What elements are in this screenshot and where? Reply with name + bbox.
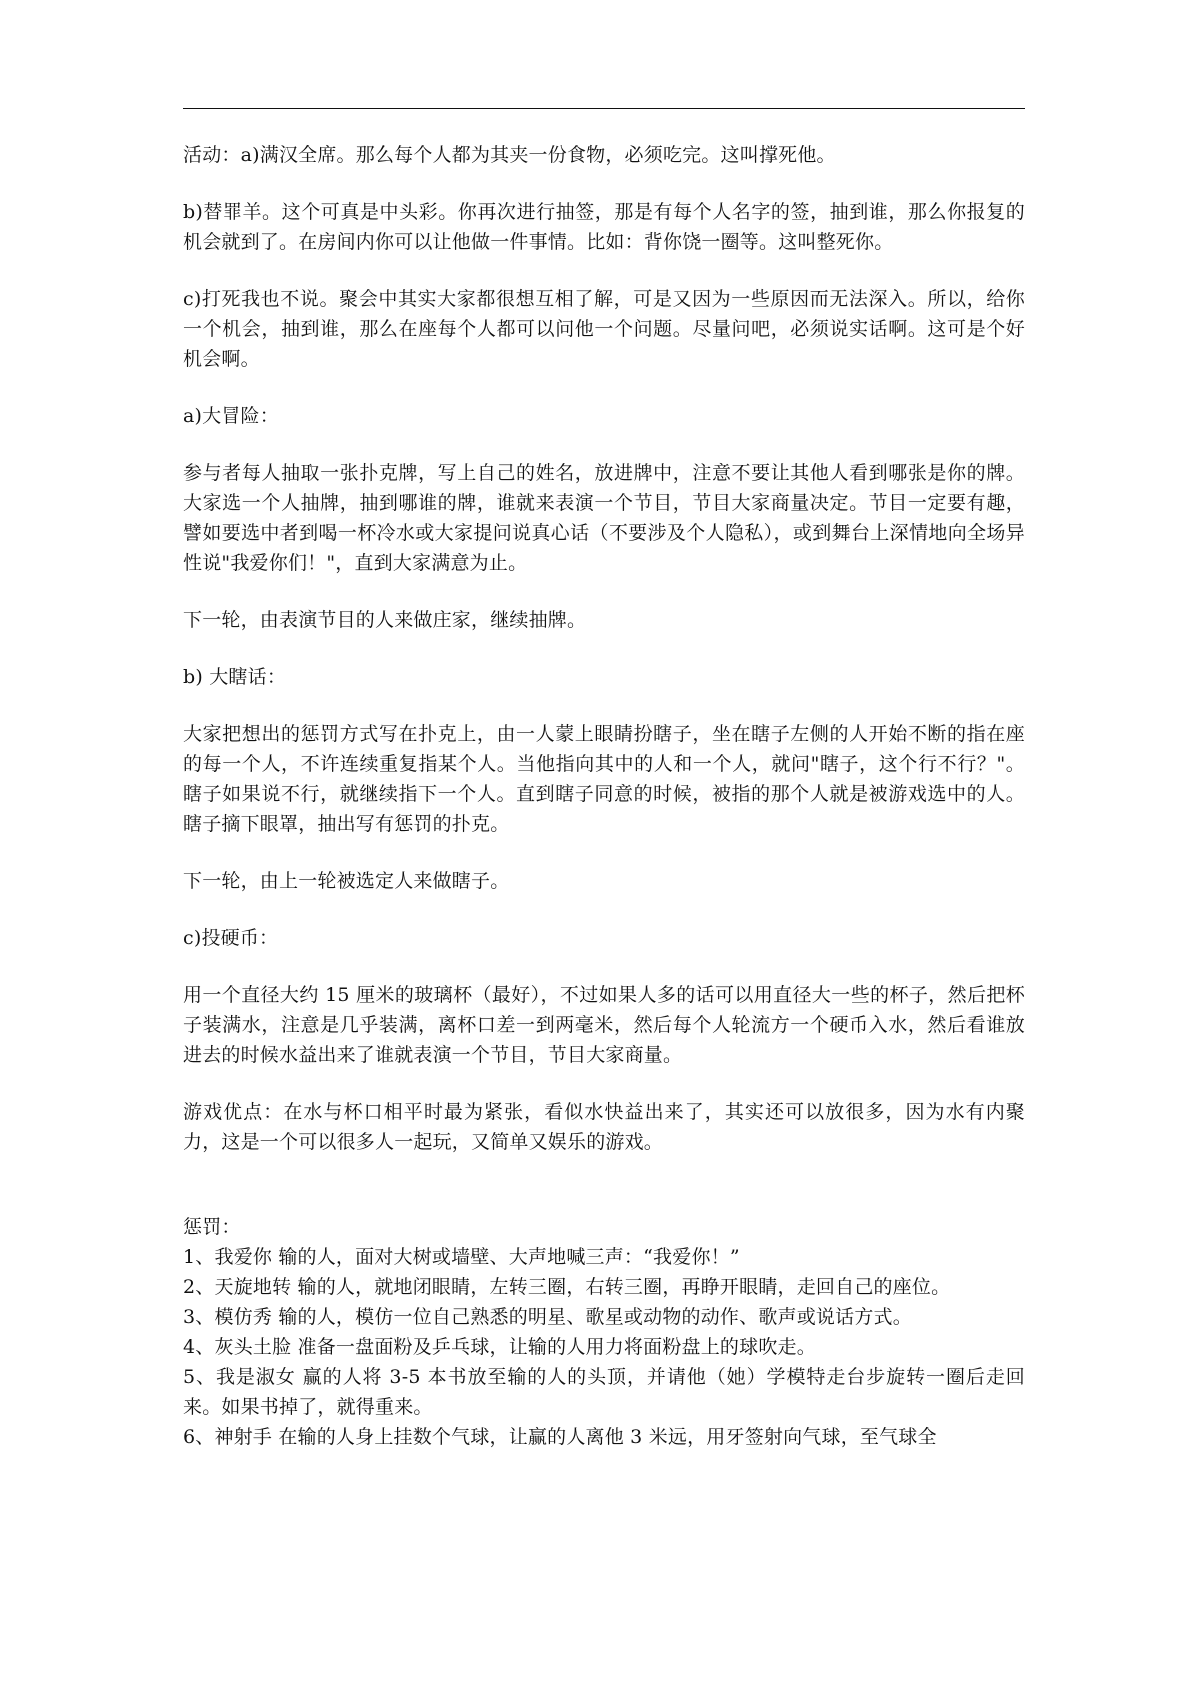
coin-body: 用一个直径大约 15 厘米的玻璃杯（最好），不过如果人多的话可以用直径大一些的杯子，然后把杯子装满水，注意是几乎装满，离杯口差一到两毫米，然后每个人轮流方一个硬币入水，然后看谁放进去的时候水益出来了谁就表演一个节目，节目大家商量。 — [183, 984, 1025, 1066]
penalty-item: 6、神射手 在输的人身上挂数个气球，让赢的人离他 3 米远，用牙签射向气球，至气球全 — [183, 1426, 937, 1448]
document-body — [183, 140, 1025, 1452]
penalty-item: 5、我是淑女 赢的人将 3-5 本书放至输的人的头顶，并请他（她）学模特走台步旋转一圈后走回来。如果书掉了，就得重来。 — [183, 1366, 1025, 1418]
blind-heading: b) 大瞎话： — [183, 666, 287, 688]
adventure-body: 参与者每人抽取一张扑克牌，写上自己的姓名，放进牌中，注意不要让其他人看到哪张是你的牌。大家选一个人抽牌，抽到哪谁的牌，谁就来表演一个节目，节目大家商量决定。节目一定要有趣，譬如要选中者到喝一杯冷水或大家提问说真心话（不要涉及个人隐私），或到舞台上深情地向全场异性说"我爱你们！"，直到大家满意为止。 — [183, 462, 1025, 574]
section-spacer — [183, 1184, 1025, 1212]
activity-c-paragraph: c)打死我也不说。聚会中其实大家都很想互相了解，可是又因为一些原因而无法深入。所以，给你一个机会，抽到谁，那么在座每个人都可以问他一个问题。尽量问吧，必须说实话啊。这可是个好机会啊。 — [183, 288, 1025, 370]
blind-next-round: 下一轮，由上一轮被选定人来做瞎子。 — [183, 870, 510, 892]
header-rule — [183, 108, 1025, 109]
penalty-title: 惩罚： — [183, 1216, 241, 1238]
coin-merit: 游戏优点：在水与杯口相平时最为紧张，看似水快益出来了，其实还可以放很多，因为水有内聚力，这是一个可以很多人一起玩，又简单又娱乐的游戏。 — [183, 1101, 1025, 1153]
penalty-item: 1、我爱你 输的人，面对大树或墙壁、大声地喊三声：“我爱你！” — [183, 1246, 740, 1268]
penalty-item: 2、天旋地转 输的人，就地闭眼睛，左转三圈，右转三圈，再睁开眼睛，走回自己的座位。 — [183, 1276, 951, 1298]
penalty-item: 3、模仿秀 输的人，模仿一位自己熟悉的明星、歌星或动物的动作、歌声或说话方式。 — [183, 1306, 912, 1328]
activity-a-paragraph: 活动：a)满汉全席。那么每个人都为其夹一份食物，必须吃完。这叫撑死他。 — [183, 144, 836, 166]
activity-b-paragraph: b)替罪羊。这个可真是中头彩。你再次进行抽签，那是有每个人名字的签，抽到谁，那么你报复的机会就到了。在房间内你可以让他做一件事情。比如：背你饶一圈等。这叫整死你。 — [183, 201, 1025, 253]
coin-heading: c)投硬币： — [183, 927, 279, 949]
penalty-item: 4、灰头土脸 准备一盘面粉及乒乓球，让输的人用力将面粉盘上的球吹走。 — [183, 1336, 816, 1358]
penalty-list — [183, 1242, 1025, 1452]
blind-body: 大家把想出的惩罚方式写在扑克上，由一人蒙上眼睛扮瞎子，坐在瞎子左侧的人开始不断的指在座的每一个人，不许连续重复指某个人。当他指向其中的人和一个人，就问"瞎子，这个行不行？"。瞎子如果说不行，就继续指下一个人。直到瞎子同意的时候，被指的那个人就是被游戏选中的人。瞎子摘下眼罩，抽出写有惩罚的扑克。 — [183, 723, 1025, 835]
adventure-heading: a)大冒险： — [183, 405, 279, 427]
adventure-next-round: 下一轮，由表演节目的人来做庄家，继续抽牌。 — [183, 609, 587, 631]
